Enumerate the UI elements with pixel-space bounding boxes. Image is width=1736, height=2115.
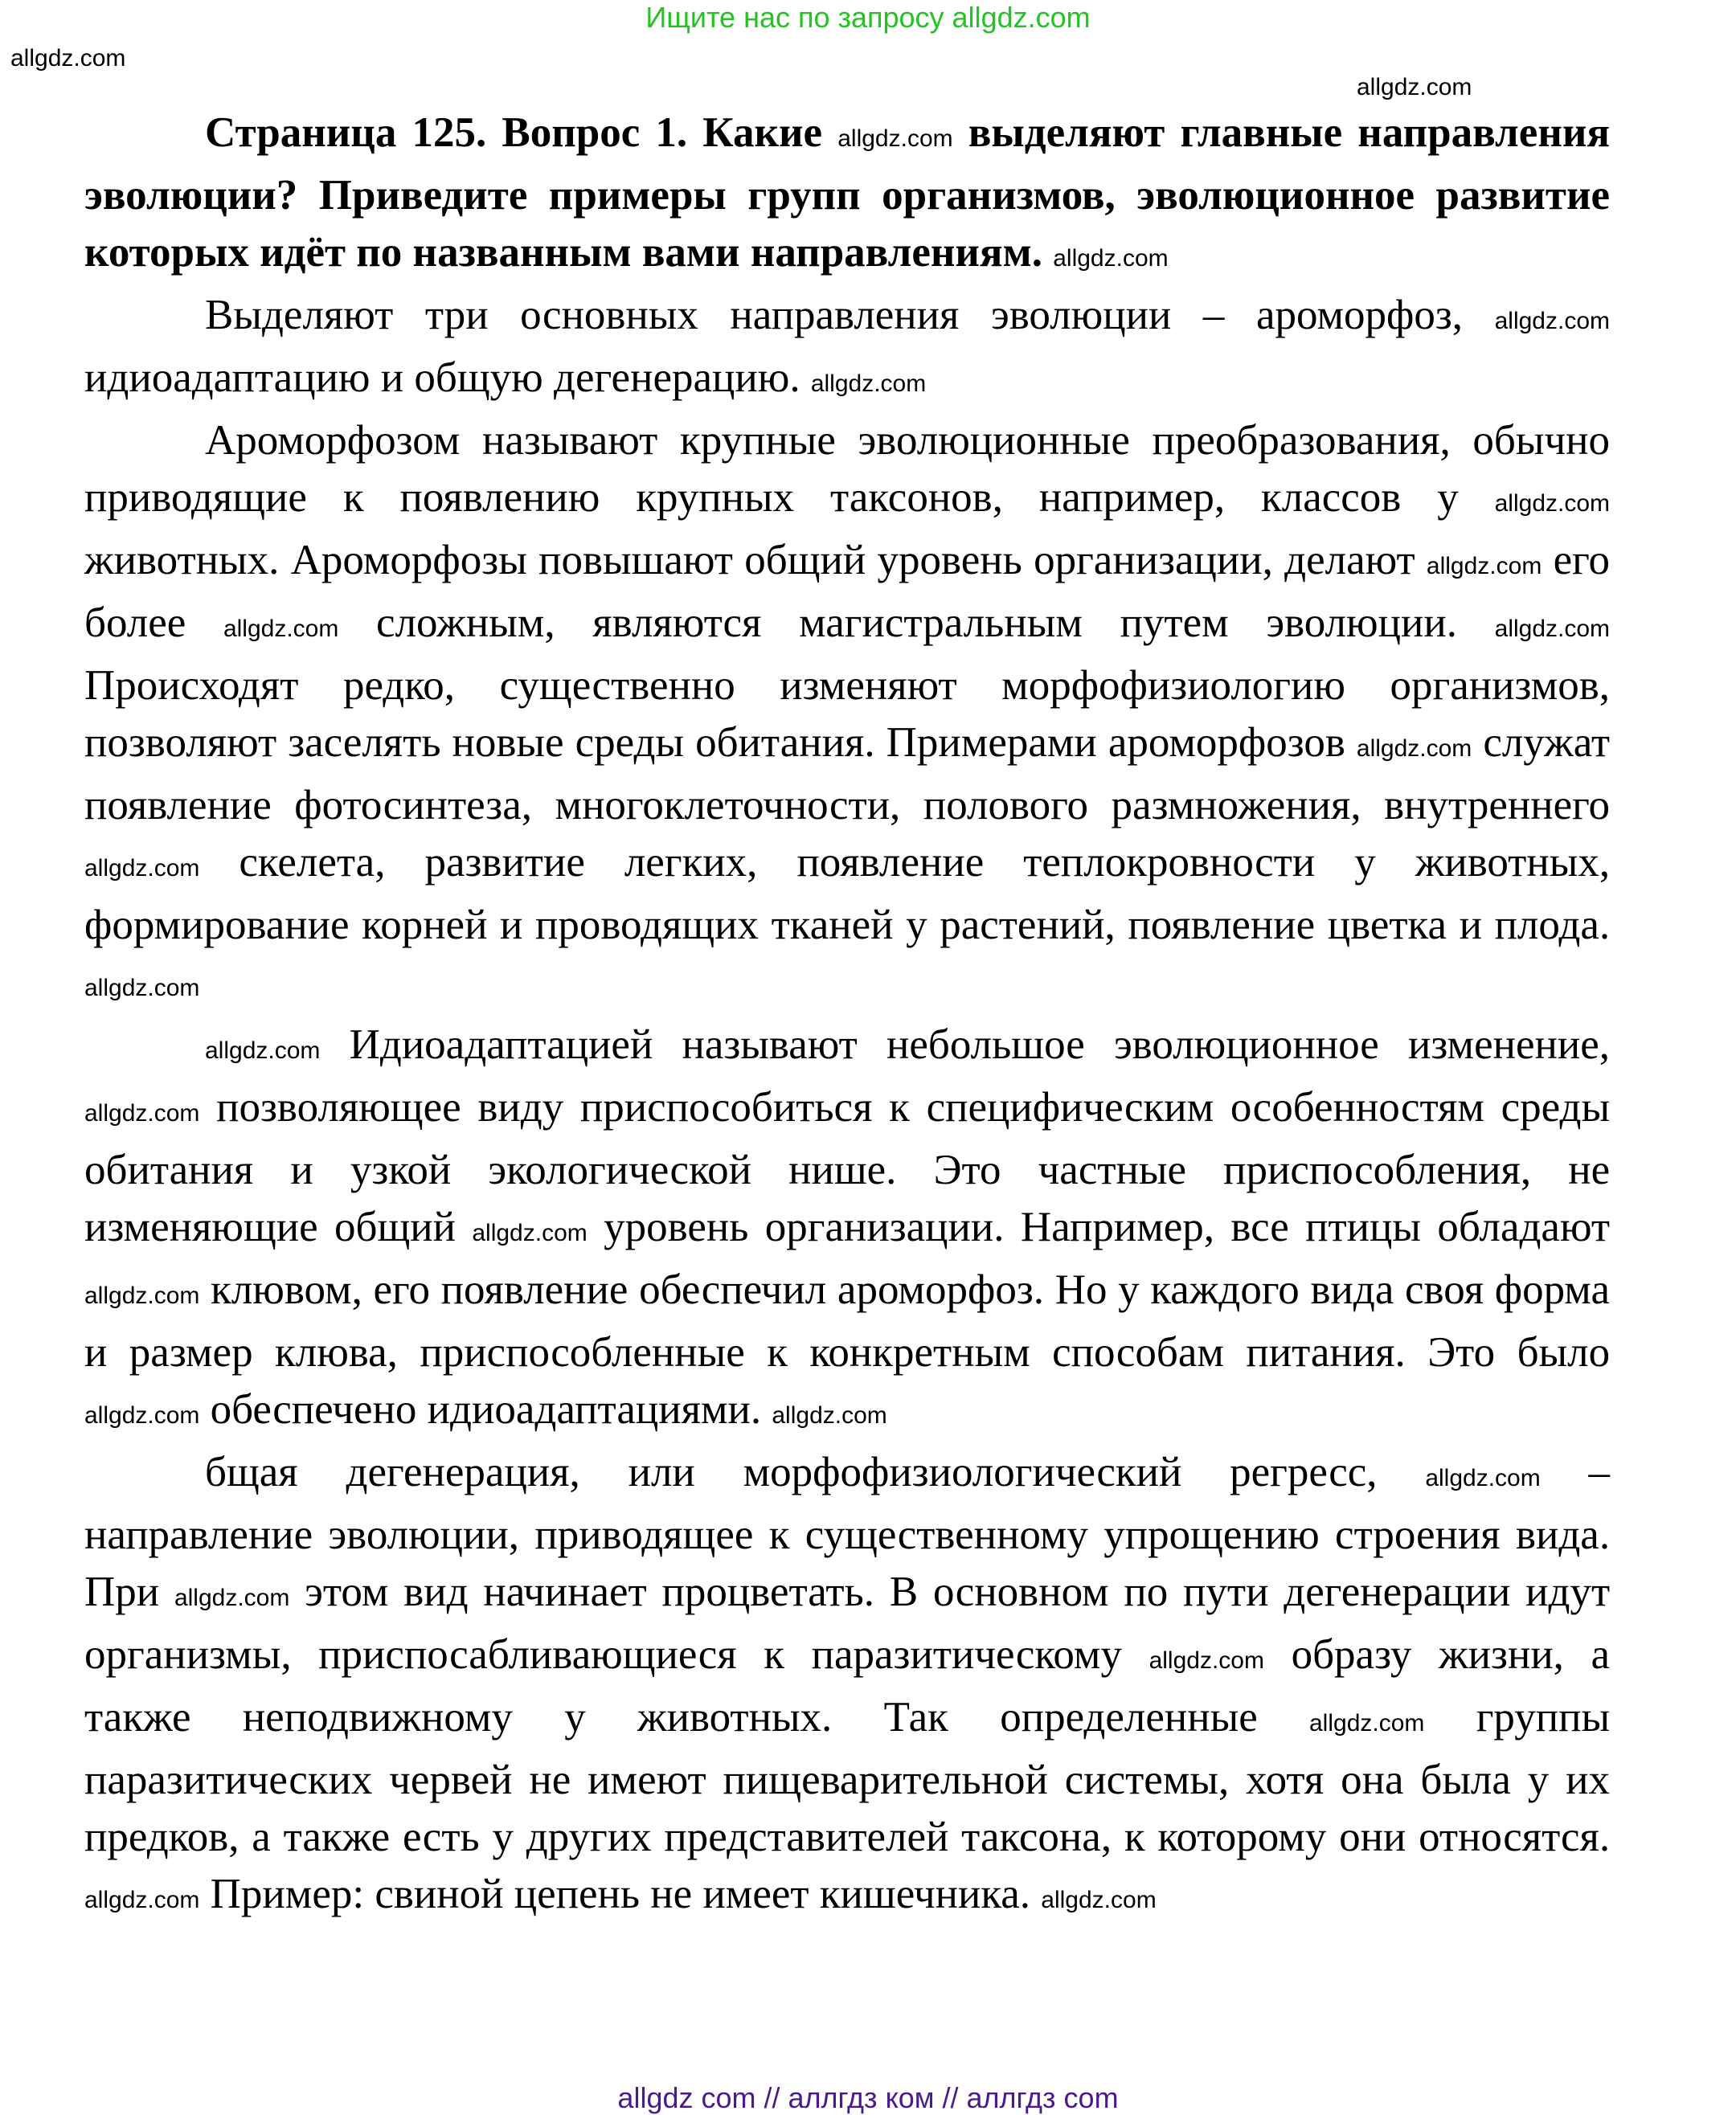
watermark: allgdz.com <box>1494 616 1611 642</box>
watermark: allgdz.com <box>84 1282 200 1309</box>
watermark: allgdz.com <box>84 975 200 1001</box>
watermark: allgdz.com <box>1426 553 1542 579</box>
watermark: allgdz.com <box>1494 490 1611 517</box>
watermark: allgdz.com <box>1425 1465 1541 1491</box>
watermark: allgdz.com <box>205 1037 321 1064</box>
watermark: allgdz.com <box>84 855 200 882</box>
watermark: allgdz.com <box>472 1220 588 1246</box>
watermark: allgdz.com <box>84 1887 200 1913</box>
top-banner: Ищите нас по запросу allgdz.com <box>645 1 1091 34</box>
document-body <box>84 104 1610 1929</box>
watermark: allgdz.com <box>84 1402 200 1429</box>
watermark: allgdz.com <box>174 1585 290 1611</box>
paragraph-degeneration: бщая дегенерация, или морфофизиологический регресс, allgdz.com – направление эволюции, приводящее к существенному упрощению строения вида. При allgdz.com этом вид начинает процветать. В основном по пути дегенерации идут организмы, приспосабливающиеся к паразитическому allgdz.com образу жизни, а также неподвижному у животных. Так определенные allgdz.com группы паразитических червей не имеют пищеварительной системы, хотя она была у их предков, а также есть у других представителей таксона, к которому они относятся. allgdz.com Пример: свиной цепень не имеет кишечника. allgdz.com <box>84 1449 1611 1917</box>
paragraph-idioadaptation: allgdz.com Идиоадаптацией называют небольшое эволюционное изменение, allgdz.com позволяющее виду приспособиться к специфическим особенностям среды обитания и узкой экологической нише. Это частные приспособления, не изменяющие общий allgdz.com уровень организации. Например, все птицы обладают allgdz.com клювом, его появление обеспечил ароморфоз. Но у каждого вида своя форма и размер клюва, приспособленные к конкретным способам питания. Это было allgdz.com обеспечено идиоадаптациями. allgdz.com <box>84 1021 1611 1433</box>
question-heading: Страница 125. Вопрос 1. Какие allgdz.com выделяют главные направления эволюции? Приведите примеры групп организмов, эволюционное развитие которых идёт по названным вами направлениям. allgdz.com <box>84 109 1611 276</box>
watermark: allgdz.com <box>10 45 126 72</box>
watermark: allgdz.com <box>84 1100 200 1127</box>
watermark: allgdz.com <box>1053 245 1169 272</box>
watermark: allgdz.com <box>810 370 927 397</box>
watermark: allgdz.com <box>837 125 953 152</box>
watermark: allgdz.com <box>1494 308 1611 334</box>
paragraph-intro: Выделяют три основных направления эволюции – ароморфоз, allgdz.com идиоадаптацию и общую дегенерацию. allgdz.com <box>84 292 1611 401</box>
watermark: allgdz.com <box>1309 1710 1425 1737</box>
watermark: allgdz.com <box>772 1402 887 1429</box>
bottom-banner: allgdz com // аллгдз ком // аллгдз com <box>617 2081 1119 2114</box>
watermark: allgdz.com <box>1148 1647 1264 1674</box>
watermark: allgdz.com <box>223 616 339 642</box>
watermark: allgdz.com <box>1041 1887 1157 1913</box>
paragraph-aromorphosis: Ароморфозом называют крупные эволюционные преобразования, обычно приводящие к появлению крупных таксонов, например, классов у allgdz.com животных. Ароморфозы повышают общий уровень организации, делают allgdz.com его более allgdz.com сложным, являются магистральным путем эволюции. allgdz.com Происходят редко, существенно изменяют морфофизиологию организмов, позволяют заселять новые среды обитания. Примерами ароморфозов allgdz.com служат появление фотосинтеза, многоклеточности, полового размножения, внутреннего allgdz.com скелета, развитие легких, появление теплокровности у животных, формирование корней и проводящих тканей у растений, появление цветка и плода. allgdz.com <box>84 417 1611 1001</box>
watermark: allgdz.com <box>1356 735 1472 762</box>
watermark: allgdz.com <box>1357 74 1472 100</box>
